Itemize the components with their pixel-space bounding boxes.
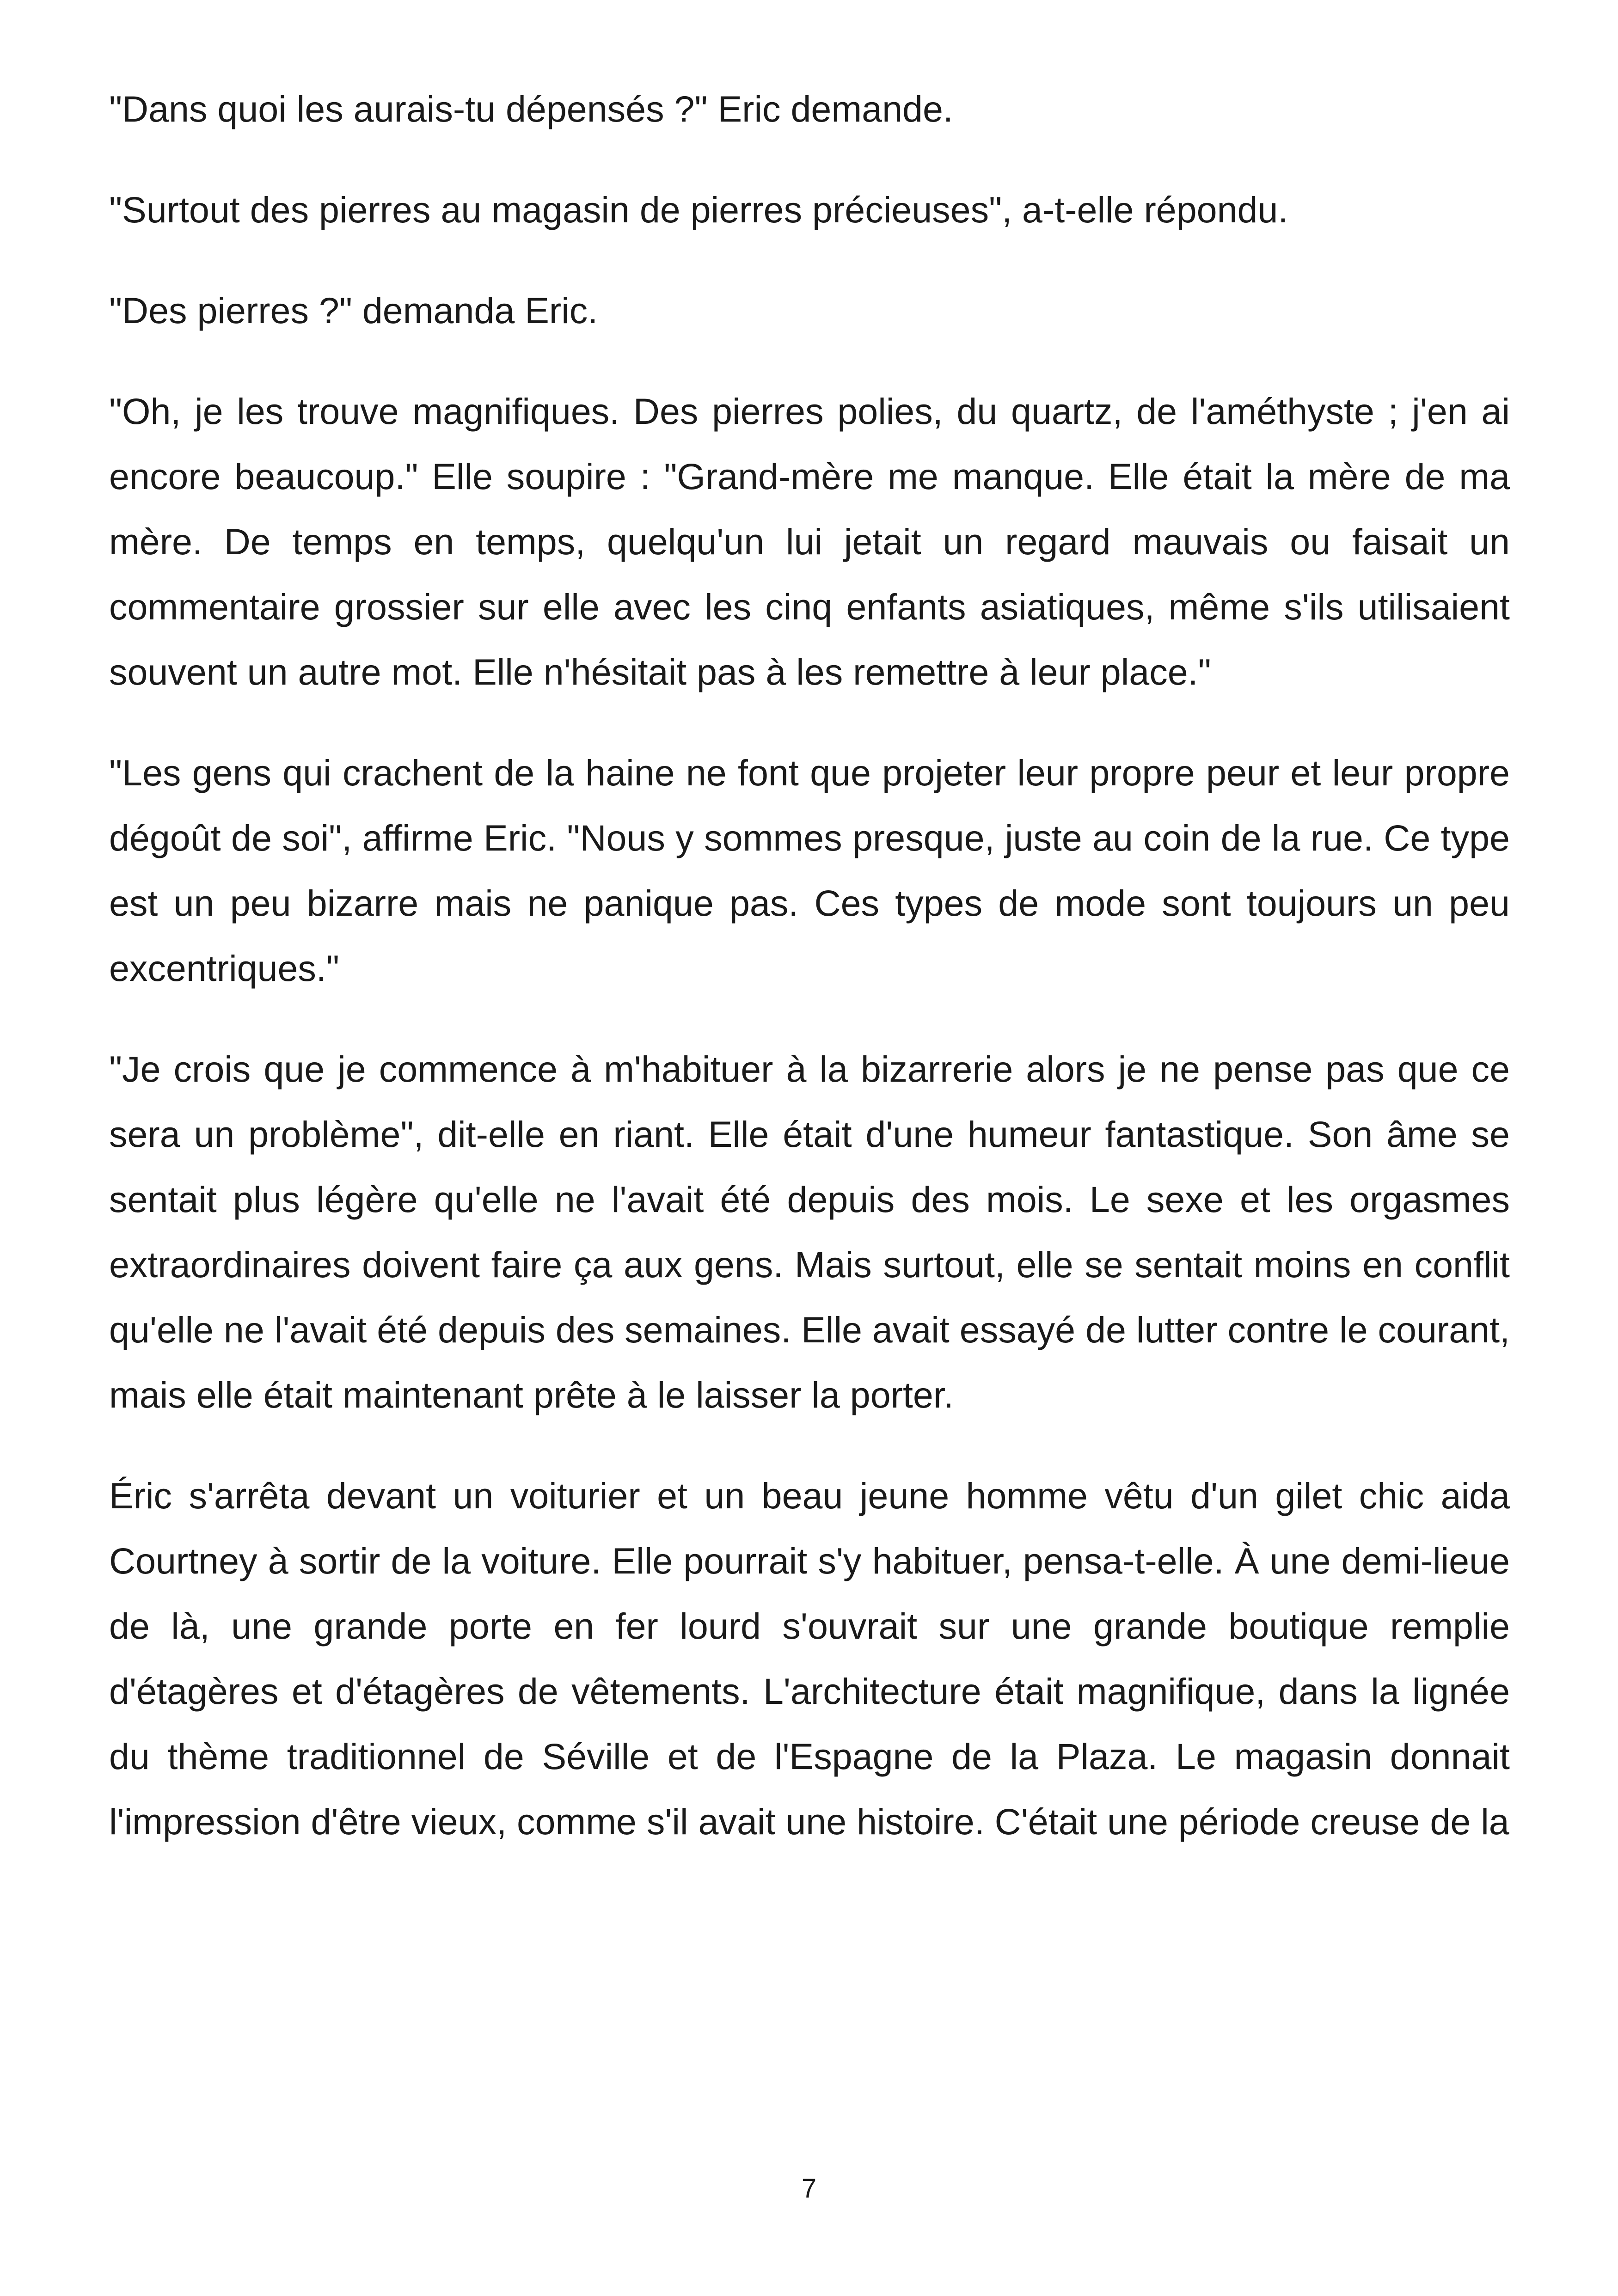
paragraph: Éric s'arrêta devant un voiturier et un beau jeune homme vêtu d'un gilet chic aida Courtney à sortir de la voiture. Elle pourrait s'y habituer, pensa-t-elle. À une demi-lieue de là, une grande porte en fer lourd s'ouvrait sur une grande boutique remplie d'étagères et d'étagères de vêtements. L'architecture était magnifique, dans la lignée du thème traditionnel de Séville et de l'Espagne de la Plaza. Le magasin donnait l'impression d'être vieux, comme s'il avait une histoire. C'était une période creuse de la	[109, 1475, 1510, 1842]
paragraph: "Dans quoi les aurais-tu dépensés ?" Eric demande.	[109, 88, 953, 129]
page-number: 7	[801, 2174, 817, 2204]
paragraph: "Je crois que je commence à m'habituer à la bizarrerie alors je ne pense pas que ce sera un problème", dit-elle en riant. Elle était d'une humeur fantastique. Son âme se sentait plus légère qu'elle ne l'avait été depuis des mois. Le sexe et les orgasmes extraordinaires doivent faire ça aux gens. Mais surtout, elle se sentait moins en conflit qu'elle ne l'avait été depuis des semaines. Elle avait essayé de lutter contre le courant, mais elle était maintenant prête à le laisser la porter.	[109, 1048, 1510, 1415]
paragraph: "Des pierres ?" demanda Eric.	[109, 290, 598, 331]
paragraph: "Oh, je les trouve magnifiques. Des pierres polies, du quartz, de l'améthyste ; j'en ai encore beaucoup." Elle soupire : "Grand-mère me manque. Elle était la mère de ma mère. De temps en temps, quelqu'un lui jetait un regard mauvais ou faisait un commentaire grossier sur elle avec les cinq enfants asiatiques, même s'ils utilisaient souvent un autre mot. Elle n'hésitait pas à les remettre à leur place."	[109, 391, 1510, 692]
paragraph: "Surtout des pierres au magasin de pierres précieuses", a-t-elle répondu.	[109, 189, 1288, 230]
paragraph: "Les gens qui crachent de la haine ne font que projeter leur propre peur et leur propre dégoût de soi", affirme Eric. "Nous y sommes presque, juste au coin de la rue. Ce type est un peu bizarre mais ne panique pas. Ces types de mode sont toujours un peu excentriques."	[109, 752, 1510, 989]
body-text	[109, 76, 1510, 1854]
